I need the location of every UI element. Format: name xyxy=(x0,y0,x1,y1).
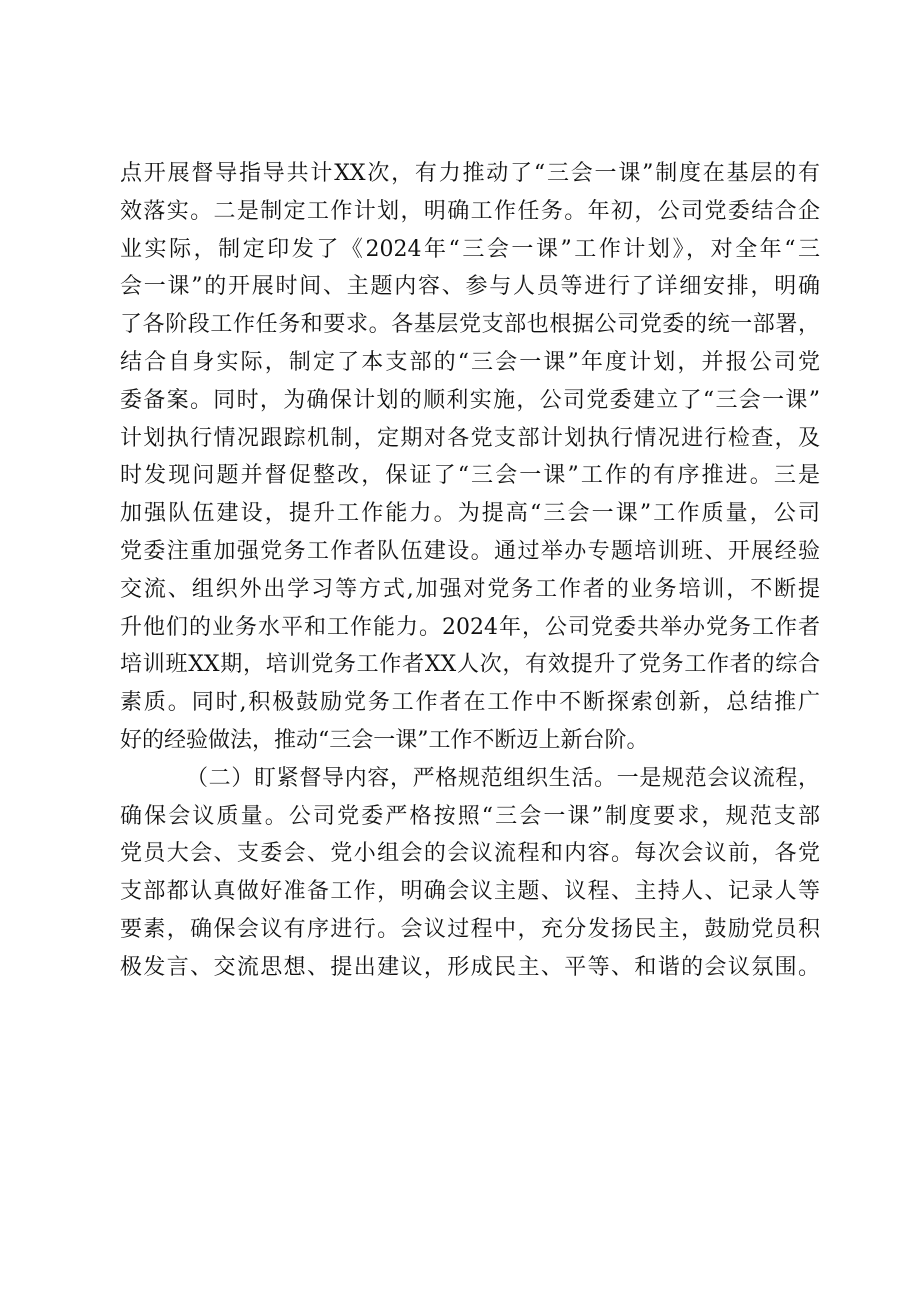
body-text xyxy=(120,155,820,987)
text-line: 党员大会、支委会、党小组会的会议流程和内容。每次会议前，各党 xyxy=(120,841,820,867)
section-heading-line: （二）盯紧督导内容，严格规范组织生活。一是规范会议流程， xyxy=(186,765,820,791)
text-line: 会一课”的开展时间、主题内容、参与人员等进行了详细安排，明确 xyxy=(120,274,820,300)
text-line: 业实际，制定印发了《2024年“三会一课”工作计划》，对全年“三 xyxy=(120,236,820,262)
text-line: 好的经验做法，推动“三会一课”工作不断迈上新台阶。 xyxy=(120,727,649,753)
text-line: 确保会议质量。公司党委严格按照“三会一课”制度要求，规范支部 xyxy=(120,803,820,829)
text-line: 培训班XX期，培训党务工作者XX人次，有效提升了党务工作者的综合 xyxy=(120,652,820,678)
paragraph-2 xyxy=(120,760,820,987)
text-line: 委备案。同时，为确保计划的顺利实施，公司党委建立了“三会一课” xyxy=(120,387,820,413)
text-line: 计划执行情况跟踪机制，定期对各党支部计划执行情况进行检查，及 xyxy=(120,425,820,451)
text-line: 结合自身实际，制定了本支部的“三会一课”年度计划，并报公司党 xyxy=(120,349,820,375)
text-line: 支部都认真做好准备工作，明确会议主题、议程、主持人、记录人等 xyxy=(120,879,820,905)
text-line: 升他们的业务水平和工作能力。2024年，公司党委共举办党务工作者 xyxy=(120,614,820,640)
text-line: 时发现问题并督促整改，保证了“三会一课”工作的有序推进。三是 xyxy=(120,463,820,489)
text-line: 要素，确保会议有序进行。会议过程中，充分发扬民主，鼓励党员积 xyxy=(120,916,820,942)
text-line: 极发言、交流思想、提出建议，形成民主、平等、和谐的会议氛围。 xyxy=(120,954,820,980)
text-line: 效落实。二是制定工作计划，明确工作任务。年初，公司党委结合企 xyxy=(120,198,820,224)
text-line: 加强队伍建设，提升工作能力。为提高“三会一课”工作质量，公司 xyxy=(120,501,820,527)
text-line: 了各阶段工作任务和要求。各基层党支部也根据公司党委的统一部署， xyxy=(120,312,820,338)
text-line: 点开展督导指导共计XX次，有力推动了“三会一课”制度在基层的有 xyxy=(120,161,820,186)
paragraph-1 xyxy=(120,155,820,760)
text-line: 交流、组织外出学习等方式,加强对党务工作者的业务培训，不断提 xyxy=(120,576,820,602)
text-line: 党委注重加强党务工作者队伍建设。通过举办专题培训班、开展经验 xyxy=(120,538,820,564)
text-line: 素质。同时,积极鼓励党务工作者在工作中不断探索创新，总结推广 xyxy=(120,690,820,716)
